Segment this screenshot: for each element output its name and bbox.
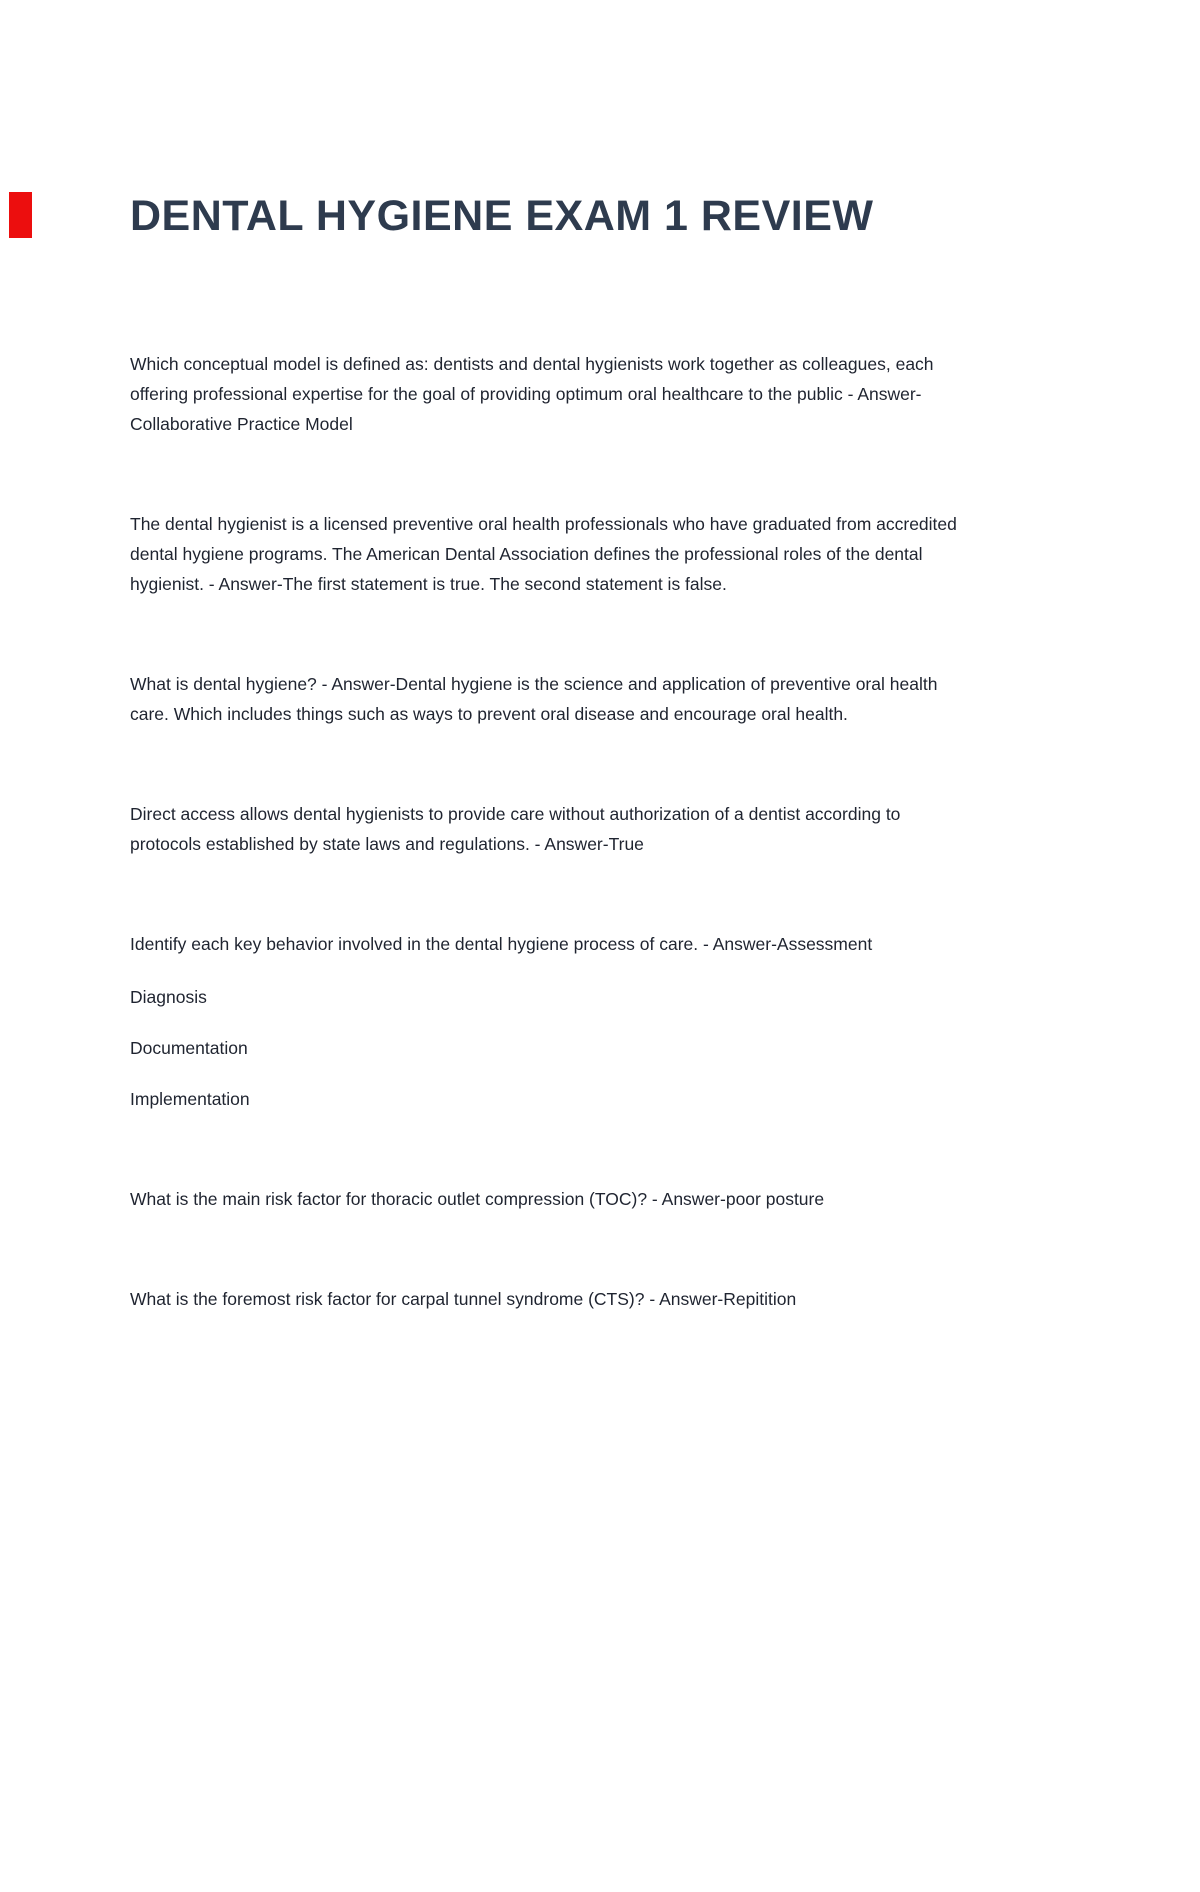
answer-line-documentation: Documentation: [130, 1038, 248, 1059]
page-title: DENTAL HYGIENE EXAM 1 REVIEW: [130, 192, 874, 240]
document-page: [0, 192, 1200, 1314]
red-corner-marker: [9, 192, 32, 238]
answer-line-diagnosis: Diagnosis: [130, 987, 207, 1008]
qa-paragraph-hygienist-definition: The dental hygienist is a licensed preventive oral health professionals who have graduated from accredited dental hygiene programs. The American Dental Association defines the professional roles of the dental hygienist. - Answer-The first statement is true. The second statement is false.: [130, 514, 957, 595]
qa-paragraph-direct-access: Direct access allows dental hygienists to provide care without authorization of a dentist according to protocols established by state laws and regulations. - Answer-True: [130, 804, 901, 855]
qa-paragraph-conceptual-model: Which conceptual model is defined as: dentists and dental hygienists work together as colleagues, each offering professional expertise for the goal of providing optimum oral healthcare to the public - Answer-Collaborative Practice Model: [130, 354, 934, 435]
document-body: [130, 349, 972, 1314]
qa-paragraph-what-is-dental-hygiene: What is dental hygiene? - Answer-Dental hygiene is the science and application of preventive oral health care. Which includes things such as ways to prevent oral disease and encourage oral health.: [130, 674, 938, 725]
qa-paragraph-toc-risk-factor: What is the main risk factor for thoracic outlet compression (TOC)? - Answer-poor posture: [130, 1189, 825, 1210]
qa-paragraph-process-of-care: Identify each key behavior involved in the dental hygiene process of care. - Answer-Assessment: [130, 934, 873, 955]
qa-paragraph-cts-risk-factor: What is the foremost risk factor for carpal tunnel syndrome (CTS)? - Answer-Repitition: [130, 1289, 797, 1310]
answer-line-implementation: Implementation: [130, 1089, 250, 1110]
